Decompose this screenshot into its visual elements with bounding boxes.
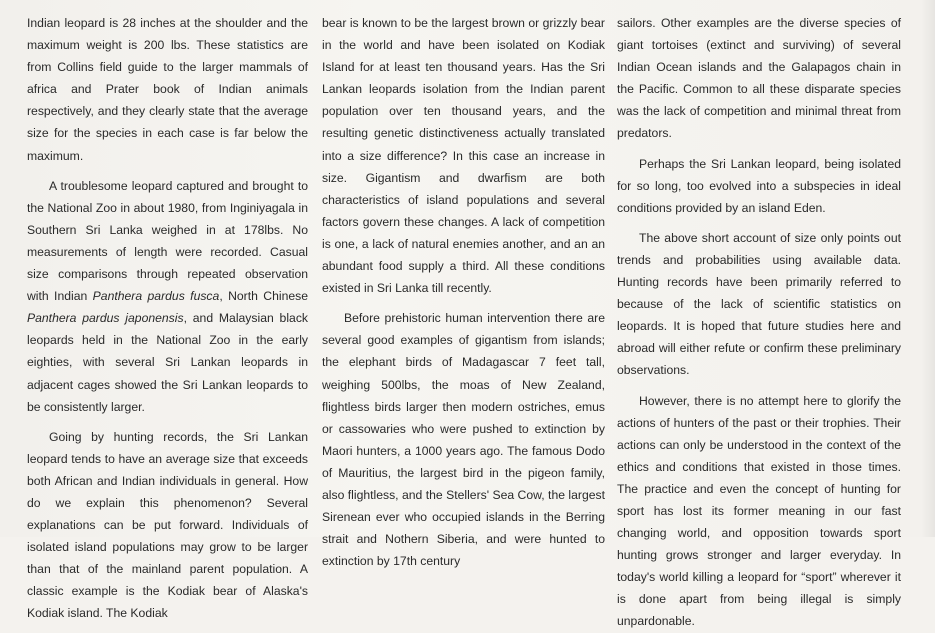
text-run: bear is known to be the largest brown or grizzly bear in the world and have been isolated on Kodiak Island for at least ten thousand years. Has the Sri Lankan leopards isolation from the Indian parent population over ten thousand years, and the resulting genetic distinctiveness actually translated into a size difference? In this case an increase in size. Gigantism and dwarfism are both characteristics of island populations and several factors govern these changes. A lack of competition is one, a lack of natural enemies another, and an an abundant food supply a third. All these conditions existed in Sri Lanka till recently. (322, 16, 605, 296)
text-column-2 (322, 12, 605, 572)
paragraph (322, 12, 605, 299)
paragraph (27, 175, 308, 418)
paragraph (322, 307, 605, 572)
italic-species-name: Panthera pardus japonensis (27, 311, 184, 326)
text-run: Perhaps the Sri Lankan leopard, being isolated for so long, too evolved into a subspecies in ideal conditions provided by an island Eden. (617, 156, 901, 215)
paragraph (617, 390, 901, 633)
italic-species-name: Panthera pardus fusca (92, 289, 220, 304)
text-run: Indian leopard is 28 inches at the shoulder and the maximum weight is 200 lbs. These statistics are from Collins field guide to the larger mammals of africa and Prater book of Indian animals respectively, and they clearly state that the average size for the species in each case is far below the maximum. (27, 16, 308, 163)
text-run: A troublesome leopard captured and brought to the National Zoo in about 1980, from Inginiyagala in Southern Sri Lanka weighed in at 178lbs. No measurements of length were recorded. Casual size comparisons through repeated observation with Indian (27, 178, 308, 304)
paragraph (617, 227, 901, 382)
text-run: , North Chinese (219, 289, 308, 304)
text-column-1 (27, 12, 308, 625)
text-run: Before prehistoric human intervention there are several good examples of gigantism from islands; the elephant birds of Madagascar 7 feet tall, weighing 500lbs, the moas of New Zealand, flightless birds larger then modern ostriches, emus or cassowaries who were pushed to extinction by Maori hunters, a 1000 years ago. The famous Dodo of Mauritius, the largest bird in the pigeon family, also flightless, and the Stellers' Sea Cow, the largest Sirenean ever who occupied islands in the Berring strait and Nothern Siberia, and were hunted to extinction by 17th century (322, 311, 605, 569)
paragraph (27, 12, 308, 167)
paragraph (617, 153, 901, 219)
paragraph (617, 12, 901, 145)
text-run: , and Malaysian black leopards held in the National Zoo in the early eighties, with several Sri Lankan leopards in adjacent cages showed the Sri Lankan leopards to be consistently larger. (27, 311, 309, 414)
text-run: The above short account of size only points out trends and probabilities using available data. Hunting records have been primarily referred to because of the lack of scientific statistics on leopards. It is hoped that future studies here and abroad will either refute or confirm these preliminary observations. (617, 230, 901, 378)
text-run: sailors. Other examples are the diverse species of giant tortoises (extinct and surviving) of several Indian Ocean islands and the Galapagos chain in the Pacific. Common to all these disparate species was the lack of competition and minimal threat from predators. (617, 16, 901, 141)
paragraph (27, 426, 308, 625)
text-run: Going by hunting records, the Sri Lankan leopard tends to have an average size that exceeds both African and Indian individuals in general. How do we explain this phenomenon? Several explanations can be put forward. Individuals of isolated island populations may grow to be larger than that of the mainland parent population. A classic example is the Kodiak bear of Alaska's Kodiak island. The Kodiak (27, 429, 308, 621)
page-edge-shadow (921, 0, 935, 537)
text-run: However, there is no attempt here to glorify the actions of hunters of the past or their trophies. Their actions can only be understood in the context of the ethics and conditions that existed in those times. The practice and even the concept of hunting for sport has lost its former meaning in our fast changing world, and opposition towards sport hunting grows stronger and larger everyday. In today's world killing a leopard for “sport” wherever it is done apart from being illegal is simply unpardonable. (617, 393, 901, 629)
text-column-3 (617, 12, 901, 633)
